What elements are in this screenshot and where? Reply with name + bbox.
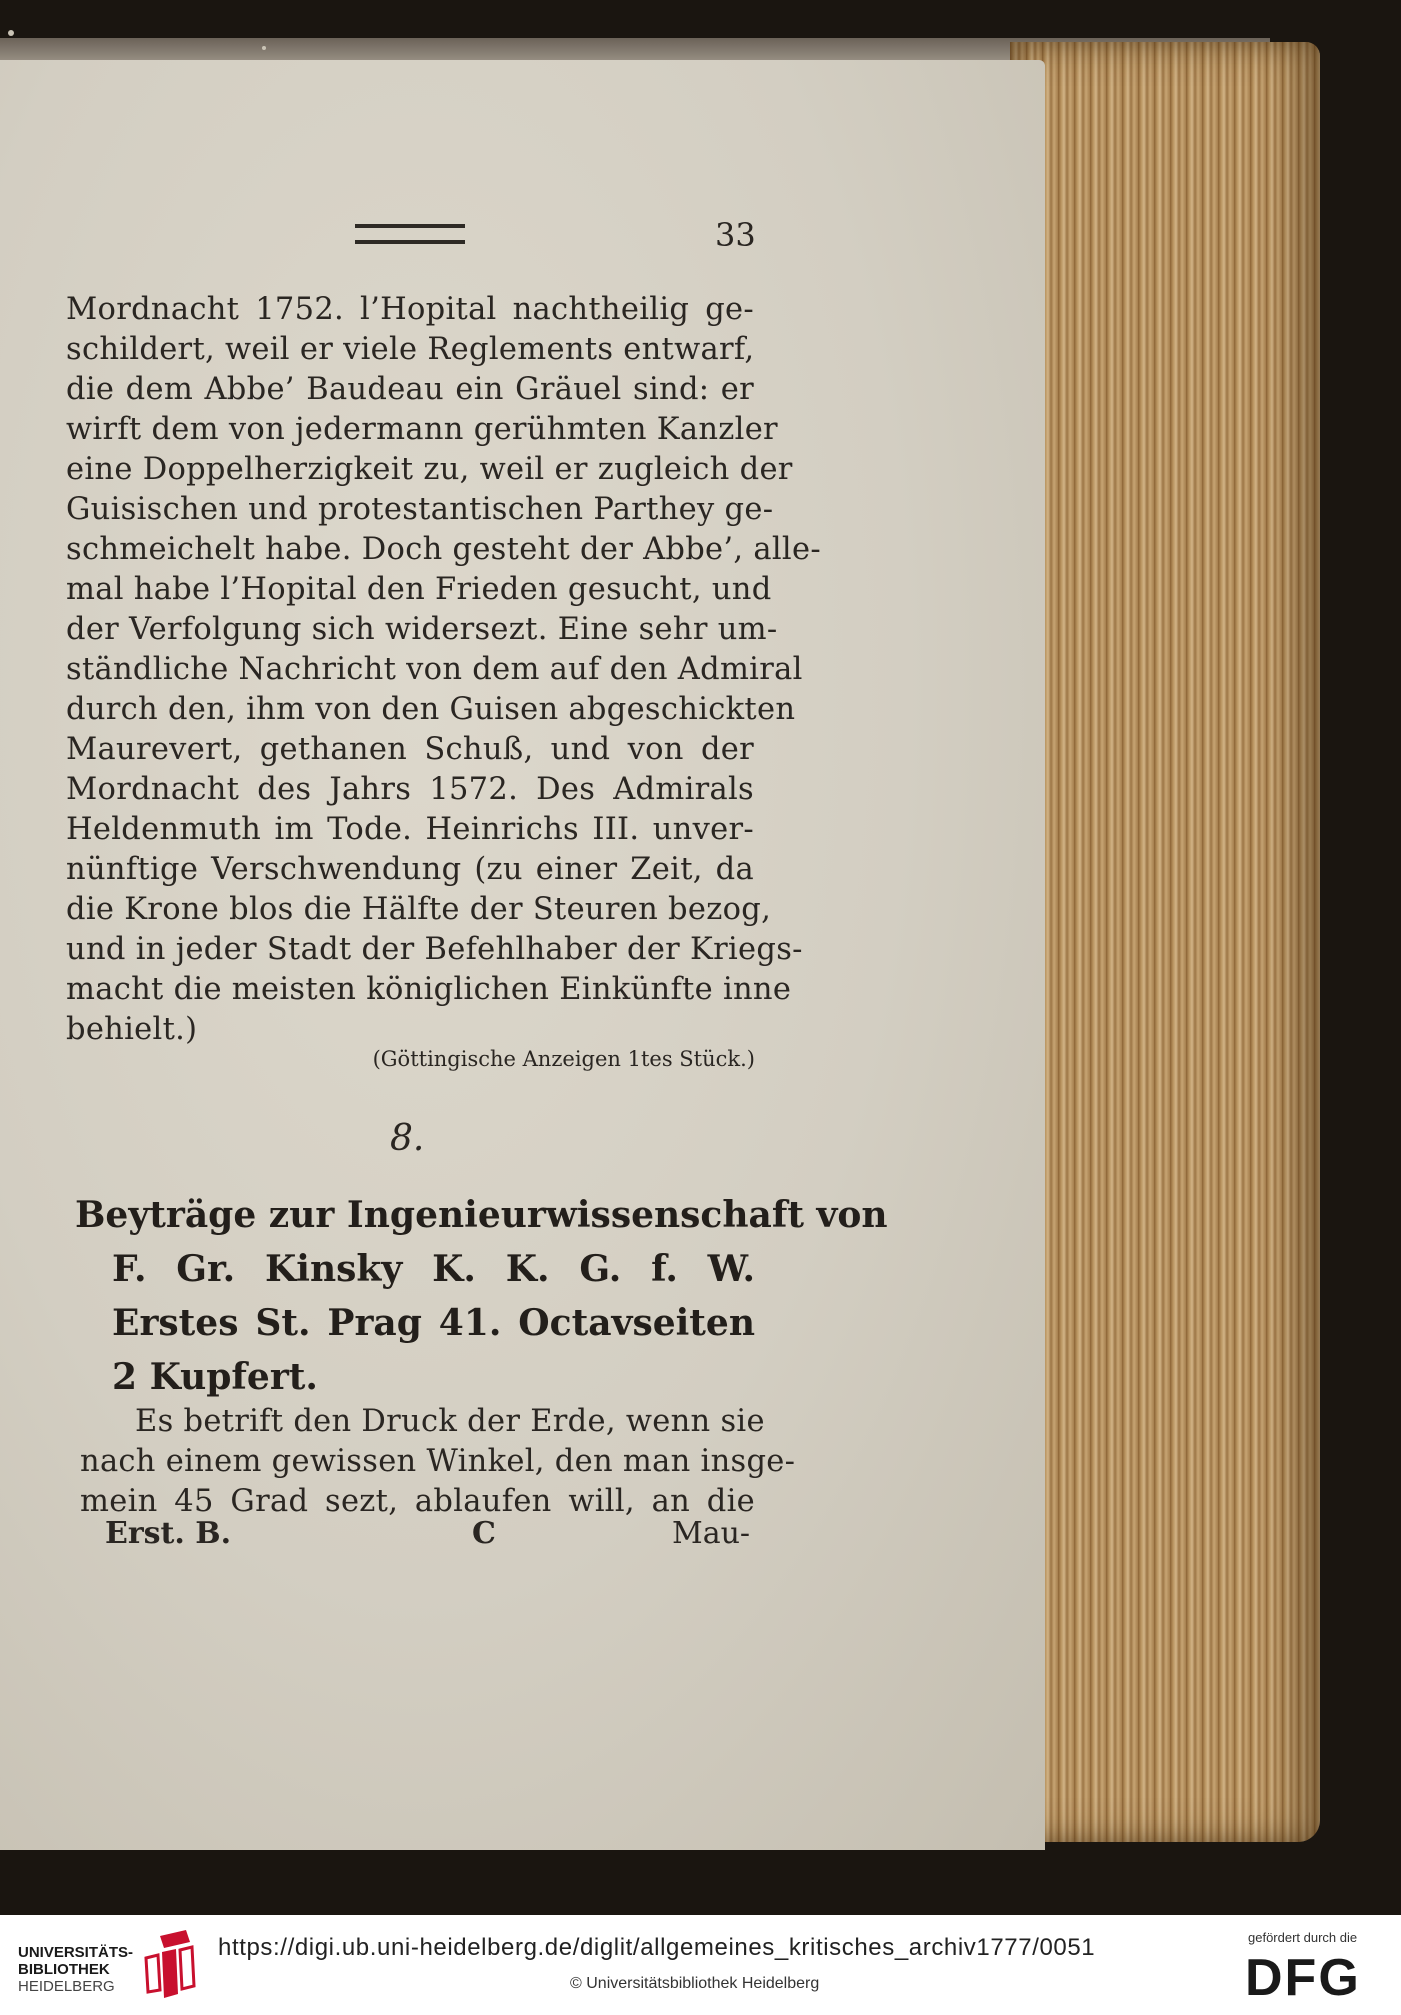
- body-line: schmeichelt habe. Doch gesteht der Abbe’, alle-: [66, 532, 821, 567]
- body-line: und in jeder Stadt der Befehlhaber der Kriegs-: [66, 932, 803, 967]
- library-name-line: HEIDELBERG: [18, 1978, 115, 1995]
- scan-speck: [262, 46, 266, 50]
- section-number: 8.: [390, 1118, 425, 1159]
- entry-title-line: Beyträge zur Ingenieurwissenschaft von: [75, 1194, 888, 1236]
- library-name-line: UNIVERSITÄTS-: [18, 1944, 134, 1961]
- library-logo-icon[interactable]: [140, 1928, 198, 2000]
- page-number: 33: [715, 216, 756, 254]
- body-line: eine Doppelherzigkeit zu, weil er zugleich der: [66, 452, 793, 487]
- body-line: der Verfolgung sich widersezt. Eine sehr um-: [66, 612, 778, 647]
- body-line: Maurevert, gethanen Schuß, und von der: [66, 732, 754, 767]
- copyright-notice: © Universitätsbibliothek Heidelberg: [570, 1975, 820, 1992]
- body-line: schildert, weil er viele Reglements entwarf,: [66, 332, 755, 367]
- body-line: behielt.): [66, 1012, 198, 1047]
- body-line: Guisischen und protestantischen Parthey ge-: [66, 492, 774, 527]
- signature-letter: C: [472, 1516, 496, 1551]
- paragraph-line: Es betrift den Druck der Erde, wenn sie: [135, 1404, 765, 1439]
- body-line: mal habe l’Hopital den Frieden gesucht, und: [66, 572, 772, 607]
- body-line: durch den, ihm von den Guisen abgeschickten: [66, 692, 796, 727]
- footer-bar: [0, 1915, 1401, 2015]
- dfg-logo[interactable]: DFG: [1245, 1949, 1361, 2007]
- signature-mark: Erst. B.: [105, 1516, 232, 1551]
- entry-title-line: F. Gr. Kinsky K. K. G. f. W.: [112, 1248, 755, 1290]
- paragraph-line: mein 45 Grad sezt, ablaufen will, an die: [80, 1484, 755, 1519]
- entry-title-line: Erstes St. Prag 41. Octavseiten: [112, 1302, 755, 1344]
- scan-speck: [8, 30, 14, 36]
- book-fore-edge: [1010, 42, 1320, 1842]
- body-line: Heldenmuth im Tode. Heinrichs III. unver-: [66, 812, 754, 847]
- paragraph-line: nach einem gewissen Winkel, den man insge-: [80, 1444, 796, 1479]
- catchword: Mau-: [672, 1516, 751, 1551]
- body-line: Mordnacht 1752. l’Hopital nachtheilig ge-: [66, 292, 754, 327]
- body-line: Mordnacht des Jahrs 1572. Des Admirals: [66, 772, 754, 807]
- body-line: nünftige Verschwendung (zu einer Zeit, da: [66, 852, 754, 887]
- header-rule: [355, 224, 465, 244]
- library-name-line: BIBLIOTHEK: [18, 1961, 110, 1978]
- body-line: die Krone blos die Hälfte der Steuren bezog,: [66, 892, 772, 927]
- body-line: ständliche Nachricht von dem auf den Admiral: [66, 652, 803, 687]
- body-line: wirft dem von jedermann gerühmten Kanzler: [66, 412, 778, 447]
- entry-title-line: 2 Kupfert.: [112, 1356, 318, 1398]
- body-line: macht die meisten königlichen Einkünfte inne: [66, 972, 792, 1007]
- source-note: (Göttingische Anzeigen 1tes Stück.): [372, 1047, 755, 1071]
- permalink-url[interactable]: https://digi.ub.uni-heidelberg.de/diglit/allgemeines_kritisches_archiv1777/0051: [218, 1934, 1096, 1961]
- library-name[interactable]: [18, 1944, 133, 1995]
- funder-label: gefördert durch die: [1248, 1930, 1358, 1945]
- body-line: die dem Abbe’ Baudeau ein Gräuel sind: er: [66, 372, 754, 407]
